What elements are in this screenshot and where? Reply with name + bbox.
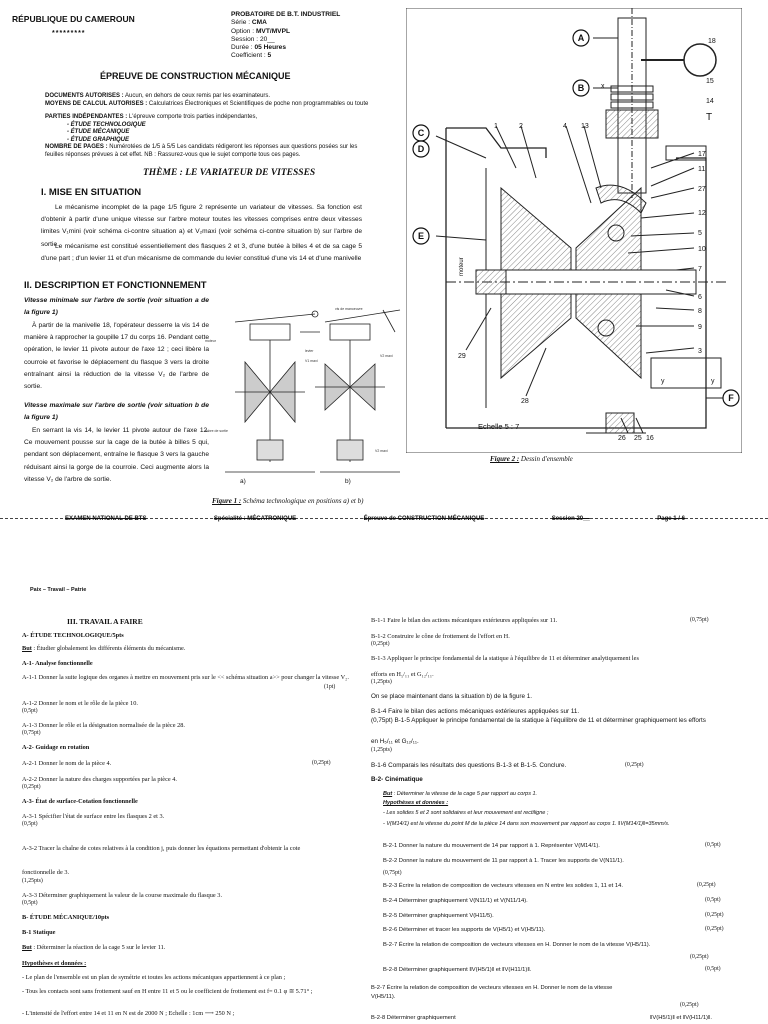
docs-text: Aucun, en dehors de ceux remis par les examinateurs. — [123, 93, 271, 99]
hypothesis-3: - L'intensité de l'effort entre 14 et 11 en N est de 2000 N ; Echelle : 1cm ⟶ 250 N ; — [22, 1010, 235, 1017]
coef-label: Coefficient : — [231, 52, 268, 60]
footer-page: Page 1 / 6 — [657, 516, 685, 522]
b13-points: (1,25pts) — [371, 679, 392, 685]
b21-question: B-2-1 Donner la nature du mouvement de 14 par rapport à 1. Représenter V(M14/1). — [383, 843, 600, 849]
part-a-title: A- ÉTUDE TECHNOLOGIQUE/5pts — [22, 632, 124, 639]
a3-title: A-3- État de surface-Cotation fonctionnelle — [22, 798, 138, 805]
a33-points: (0,5pt) — [22, 900, 38, 906]
b28-question: B-2-8 Déterminer graphiquement ‖V(H5/1)‖ et ‖V(H11/1)‖. — [383, 967, 532, 973]
option-line — [231, 28, 340, 36]
docs-line — [45, 93, 363, 101]
serie-label: Série : — [231, 19, 252, 27]
svg-text:Arbre de sortie: Arbre de sortie — [205, 429, 228, 433]
part-number-17: 17 — [698, 151, 706, 158]
figure-2-assembly — [406, 8, 742, 453]
b13-question-cont: efforts en H₅/₁₁ et G₁₂/₁₁. — [371, 671, 434, 678]
axis-mark-3: y — [711, 378, 715, 385]
b2-hypothesis-1: - Les solides 5 et 2 sont solidaires et leur mouvement est rectiligne ; — [383, 810, 549, 816]
part-number-3: 3 — [698, 348, 702, 355]
part-number-26: 26 — [618, 435, 626, 442]
b28-points: (0,5pt) — [705, 966, 721, 972]
hypotheses-title: Hypothèses et données : — [22, 960, 87, 967]
part-a-goal — [22, 645, 185, 653]
svg-text:V2 maxi: V2 maxi — [375, 449, 388, 453]
footer-session: Session 20__ — [551, 516, 590, 522]
section-2-sub2: Vitesse maximale sur l'arbre de sortie (voir situation b de la figure 1) — [24, 402, 209, 421]
a22-question: A-2-2 Donner la nature des charges supportées par la pièce 4. — [22, 776, 177, 783]
calc-line — [45, 100, 369, 109]
a32-points: (1,25pts) — [22, 878, 43, 884]
b2-goal — [383, 790, 537, 798]
part-b-title: B- ÉTUDE MÉCANIQUE/10pts — [22, 914, 110, 921]
figure-1-caption-prefix: Figure 1 : — [212, 497, 242, 505]
calc-label: MOYENS DE CALCUL AUTORISES : — [45, 100, 148, 107]
b11-points: (0,75pt) — [690, 617, 709, 623]
hypothesis-1: - Le plan de l'ensemble est un plan de symétrie et toutes les actions mécaniques appartiennent à ce plan ; — [22, 974, 286, 981]
callout-b: B — [577, 83, 585, 93]
figure-1-schematic — [205, 302, 410, 494]
serie-line — [231, 19, 340, 27]
footer-exam: EXAMEN NATIONAL DE BTS — [65, 516, 147, 522]
parts-line — [45, 114, 363, 122]
part-number-4: 4 — [563, 123, 567, 130]
parts-text: L'épreuve comporte trois parties indépendantes, — [127, 114, 258, 120]
part-number-7: 7 — [698, 266, 702, 273]
figure-2-caption-text: Dessin d'ensemble — [519, 455, 573, 463]
b2-hypothesis-2: - V(M14/1) est la vitesse du point M de la pièce 14 dans son mouvement par rapport au corps 1. ‖V(M14/1)‖=35mm/s. — [383, 821, 670, 827]
b21-points: (0,5pt) — [705, 842, 721, 848]
option-value: MVT/MVPL — [255, 27, 291, 35]
b23-question: B-2-3 Écrire la relation de composition de vecteurs vitesses en N entre les solides 1, 11 et 14. — [383, 883, 623, 889]
a11-question: A-1-1 Donner la suite logique des organes à mettre en mouvement pris sur le << schéma situation a>> pour changer la vitesse V₂. — [22, 674, 349, 681]
parts-label: PARTIES INDÉPENDANTES : — [45, 114, 128, 120]
calc-text: Calculatrices Électroniques et Scientifiques de poche non programmables ou toute — [147, 100, 369, 107]
b2-goal-label: But — [383, 791, 393, 797]
b24-question: B-2-4 Déterminer graphiquement V(N11/1) et V(N11/14). — [383, 898, 528, 904]
figure-2-drawing — [406, 8, 742, 453]
b28b-question: B-2-8 Déterminer graphiquement — [371, 1015, 456, 1021]
a2-title: A-2- Guidage en rotation — [22, 744, 90, 751]
section-1-title: I. MISE EN SITUATION — [41, 187, 142, 198]
hypothesis-1-text: Le plan de l'ensemble est un plan de symétrie et toutes les actions mécaniques appartiennent à ce plan ; — [25, 974, 286, 981]
b25-points: (0,25pt) — [705, 912, 724, 918]
b26-points: (0,25pt) — [705, 926, 724, 932]
part-3: - ÉTUDE GRAPHIQUE — [67, 136, 130, 143]
situation-b-note: On se place maintenant dans la situation b) de la figure 1. — [371, 693, 533, 700]
section-2-p1: À partir de la manivelle 18, l'opérateur desserre la vis 14 de manière à rapprocher la goupille 17 du corps 16. Pendant cette opération, le levier 11 pivote autour de l'axe 12 ; ceci libère la courroie et favorise le déplacement du flasque 3 vers la droite entraînant ainsi la réduction de la vitesse V₂ de l'arbre de sortie. — [24, 322, 209, 391]
b11-question: B-1-1 Faire le bilan des actions mécaniques extérieures appliquées sur 11. — [371, 617, 558, 624]
part-number-28: 28 — [521, 398, 529, 405]
b14-question: B-1-4 Faire le bilan des actions mécaniques extérieures appliquées sur 11. — [371, 708, 580, 715]
figure-1-drawing — [205, 302, 410, 494]
b28b-question-cont: ‖V(H5/1)‖ et ‖V(H11/1)‖. — [650, 1015, 712, 1021]
b2-title: B-2- Cinématique — [371, 776, 423, 783]
motto: Paix – Travail – Patrie — [30, 587, 87, 593]
hypothesis-2: - Tous les contacts sont sans frottement sauf en H entre 11 et 5 ou le coefficient de frottement est f= 0.1 φ ≅ 5.71° ; — [22, 988, 313, 995]
part-number-27: 27 — [698, 186, 706, 193]
part-number-12: 12 — [698, 210, 706, 217]
callout-d: D — [417, 144, 425, 154]
part-3-label: ÉTUDE GRAPHIQUE — [70, 136, 130, 143]
instructions-block — [45, 93, 369, 159]
pages-text: Numérotées de 1/5 à 5/5 Les candidats rédigeront les réponses aux questions posées sur les feuilles réponses prévues à cet effet. NB : Rassurez-vous que le sujet comporte tous ces pages. — [45, 144, 358, 158]
part-number-1: 1 — [494, 123, 498, 130]
part-a-goal-label: But — [22, 645, 32, 652]
b16-question: B-1-6 Comparais les résultats des questions B-1-3 et B-1-5. Conclure. — [371, 762, 567, 769]
coef-value: 5 — [267, 52, 272, 60]
b24-points: (0,5pt) — [705, 897, 721, 903]
duree-label: Durée : — [231, 44, 255, 52]
b15-question-cont: en H₅/₁₁ et G₁₂/₁₁. — [371, 738, 419, 745]
work-title: III. TRAVAIL A FAIRE — [67, 617, 143, 626]
b15-question: (0,75pt) B-1-5 Appliquer le principe fondamental de la statique à l'équilibre de 11 et déterminer graphiquement les efforts — [371, 717, 706, 724]
a31-question: A-3-1 Spécifier l'état de surface entre les flasques 2 et 3. — [22, 813, 165, 820]
stars-divider: ********* — [52, 30, 86, 37]
b27b-question-cont: V(H5/11). — [371, 994, 396, 1000]
section-2-sub1: Vitesse minimale sur l'arbre de sortie (voir situation a de la figure 1) — [24, 297, 209, 316]
callout-e: E — [417, 231, 425, 241]
callout-f: F — [728, 393, 734, 403]
a32-question: A-3-2 Tracer la chaîne de cotes relatives à la condition j, puis donner les équations permettant d'obtenir la cote — [22, 845, 301, 852]
axis-mark-1: x — [601, 83, 605, 90]
a13-points: (0,75pt) — [22, 730, 41, 736]
b27-question: B-2-7 Écrire la relation de composition de vecteurs vitesses en H. Donner le nom de la vitesse V(H5/11). — [383, 942, 651, 948]
figure-2-caption-prefix: Figure 2 : — [490, 455, 520, 463]
b27b-question: B-2-7 Écrire la relation de composition de vecteurs vitesses en H. Donner le nom de la vitesse — [371, 985, 613, 991]
option-label: Option : — [231, 27, 256, 35]
part-number-6: 6 — [698, 294, 702, 301]
part-number-25: 25 — [634, 435, 642, 442]
b2-goal-text: : Déterminer la vitesse de la cage 5 par rapport au corps 1. — [392, 791, 538, 797]
figure-1-label-a: a) — [240, 478, 246, 485]
theme-title: THÈME : LE VARIATEUR DE VITESSES — [143, 168, 316, 178]
part-a-goal-text: : Étudier globalement les différents éléments du mécanisme. — [31, 645, 186, 652]
part-2-label: ÉTUDE MÉCANIQUE — [70, 129, 130, 135]
figure-1-caption — [212, 497, 363, 505]
b2-hypothesis-2-text: V(M14/1) est la vitesse du point M de la pièce 14 dans son mouvement par rapport au corps 1. ‖V(M14/1)‖=35mm/s. — [386, 821, 670, 827]
b26-question: B-2-6 Déterminer et tracer les supports de V(H5/1) et V(H5/11). — [383, 927, 546, 933]
hypothesis-3-text: L'intensité de l'effort entre 14 et 11 en N est de 2000 N ; Echelle : 1cm ⟶ 250 N ; — [25, 1010, 235, 1017]
svg-text:V1 maxi: V1 maxi — [305, 359, 318, 363]
part-number-14: 14 — [706, 98, 714, 105]
a13-question: A-1-3 Donner le rôle et la désignation normalisée de la pièce 28. — [22, 722, 185, 729]
figure-2-scale: Echelle 5 : 7 — [478, 422, 520, 431]
serie-value: CMA — [251, 19, 267, 27]
exam-info-block — [231, 11, 340, 61]
country-name: RÉPUBLIQUE DU CAMEROUN — [12, 14, 135, 24]
part-1-label: ÉTUDE TECHNOLOGIQUE — [70, 121, 146, 128]
part-b-goal-text: : Déterminer la réaction de la cage 5 sur le levier 11. — [31, 944, 166, 951]
section-2-title: II. DESCRIPTION ET FONCTIONNEMENT — [24, 280, 207, 291]
section-1-p2: Le mécanisme est constitué essentiellement des flasques 2 et 3, d'une butée à billes 4 et de sa cage 5 d'une part ; d'un levier 11 et d'un mécanisme de commande du levier constitué d'une vis 14 et d'une manivelle — [41, 243, 362, 263]
session-line: Session : 20__ — [231, 35, 275, 43]
part-number-10: 10 — [698, 246, 706, 253]
part-number-18: 18 — [708, 38, 716, 45]
svg-text:levier: levier — [305, 349, 314, 353]
b12-points: (0,25pt) — [371, 641, 390, 647]
a12-question: A-1-2 Donner le nom et le rôle de la pièce 10. — [22, 700, 138, 707]
b23-points: (0,25pt) — [697, 882, 716, 888]
b13-question: B-1-3 Appliquer le principe fondamental de la statique à l'équilibre de 11 et déterminer analytiquement les — [371, 655, 639, 662]
b28b-points: (0,25pt) — [680, 1002, 699, 1008]
svg-text:moteur: moteur — [205, 339, 216, 343]
coef-line — [231, 52, 340, 60]
part-number-15: 15 — [706, 78, 714, 85]
footer-specialty: Spécialité : MÉCATRONIQUE — [213, 516, 297, 522]
b2-hypothesis-1-text: Les solides 5 et 2 sont solidaires et leur mouvement est rectiligne ; — [386, 810, 549, 816]
callout-a: A — [577, 33, 585, 43]
a31-points: (0,5pt) — [22, 821, 38, 827]
part-number-5: 5 — [698, 230, 702, 237]
footer-paper: Épreuve de CONSTRUCTION MÉCANIQUE — [363, 516, 485, 522]
part-number-29: 29 — [458, 353, 466, 360]
a11-points: (1pt) — [324, 684, 336, 690]
part-number-8: 8 — [698, 308, 702, 315]
part-b-goal-label: But — [22, 944, 32, 951]
duree-line — [231, 44, 340, 52]
svg-text:vis de manoeuvre: vis de manoeuvre — [335, 307, 363, 311]
pages-label: NOMBRE DE PAGES : — [45, 144, 108, 150]
section-1-p1: Le mécanisme incomplet de la page 1/5 figure 2 représente un variateur de vitesses. Sa fonction est d'obtenir à partir d'une unique vitesse sur l'arbre moteur toutes les vitesses comprises entre deux vitesses limites V₁mini (voir schéma ci-contre situation a) et V₂maxi (voir schéma ci-contre situation b) sur l'arbre de sortie. — [41, 204, 362, 248]
figure-1-label-b: b) — [345, 478, 351, 485]
pages-line — [45, 144, 363, 159]
part-number-16: 16 — [646, 435, 654, 442]
part-number-13: 13 — [581, 123, 589, 130]
a12-points: (0,5pt) — [22, 708, 38, 714]
docs-label: DOCUMENTS AUTORISES : — [45, 93, 124, 99]
a21-question: A-2-1 Donner le nom de la pièce 4. — [22, 760, 112, 767]
figure-1-caption-text: Schéma technologique en positions a) et b) — [241, 497, 364, 505]
callout-c: C — [417, 128, 425, 138]
part-1: - ÉTUDE TECHNOLOGIQUE — [67, 121, 146, 128]
a1-title: A-1- Analyse fonctionnelle — [22, 660, 93, 667]
part-number-2: 2 — [519, 123, 523, 130]
part-number-11: 11 — [698, 166, 706, 173]
b22-points: (0,75pt) — [383, 870, 402, 876]
svg-text:V2 maxi: V2 maxi — [380, 354, 393, 358]
section-2-p2: En serrant la vis 14, le levier 11 pivote autour de l'axe 12. Ce mouvement pousse sur la cage de la butée à billes 5 qui, pendant son déplacement, entraîne le flasque 3 vers la gauche réduisant ainsi la gorge de la courroie. Ceci augmente alors la vitesse V₂ de l'arbre de sortie. — [24, 427, 209, 483]
duree-value: 05 Heures — [254, 44, 286, 52]
part-2: - ÉTUDE MÉCANIQUE — [67, 129, 130, 135]
a32-question-cont: fonctionnelle de 3. — [22, 869, 70, 876]
a22-points: (0,25pt) — [22, 784, 41, 790]
figure-2-caption — [490, 455, 573, 463]
axis-mark-2: y — [661, 378, 665, 385]
part-number-9: 9 — [698, 324, 702, 331]
b15-points: (1,25pts) — [371, 747, 392, 753]
hypothesis-2-text: Tous les contacts sont sans frottement sauf en H entre 11 et 5 ou le coefficient de frottement est f= 0.1 φ ≅ 5.71° ; — [25, 988, 313, 995]
b25-question: B-2-5 Déterminer graphiquement V(H11/5). — [383, 913, 494, 919]
exam-name: PROBATOIRE DE B.T. INDUSTRIEL — [231, 11, 341, 18]
a33-question: A-3-3 Déterminer graphiquement la valeur de la course maximale du flasque 3. — [22, 892, 223, 899]
b22-question: B-2-2 Donner la nature du mouvement de 11 par rapport à 1. Tracer les supports de V(N11/1). — [383, 858, 624, 864]
b1-title: B-1 Statique — [22, 929, 56, 936]
exam-title: ÉPREUVE DE CONSTRUCTION MÉCANIQUE — [100, 71, 291, 81]
b12-question: B-1-2 Construire le cône de frottement de l'effort en H. — [371, 633, 510, 640]
b2-hypotheses-title: Hypothèses et données : — [383, 800, 449, 806]
motor-label: moteur — [459, 257, 465, 276]
a21-points: (0,25pt) — [312, 760, 331, 766]
part-b-goal — [22, 944, 165, 952]
b16-points: (0,25pt) — [625, 762, 644, 768]
page-footer — [65, 516, 685, 524]
b27-points: (0,25pt) — [690, 954, 709, 960]
axis-mark-0: T — [706, 112, 713, 123]
